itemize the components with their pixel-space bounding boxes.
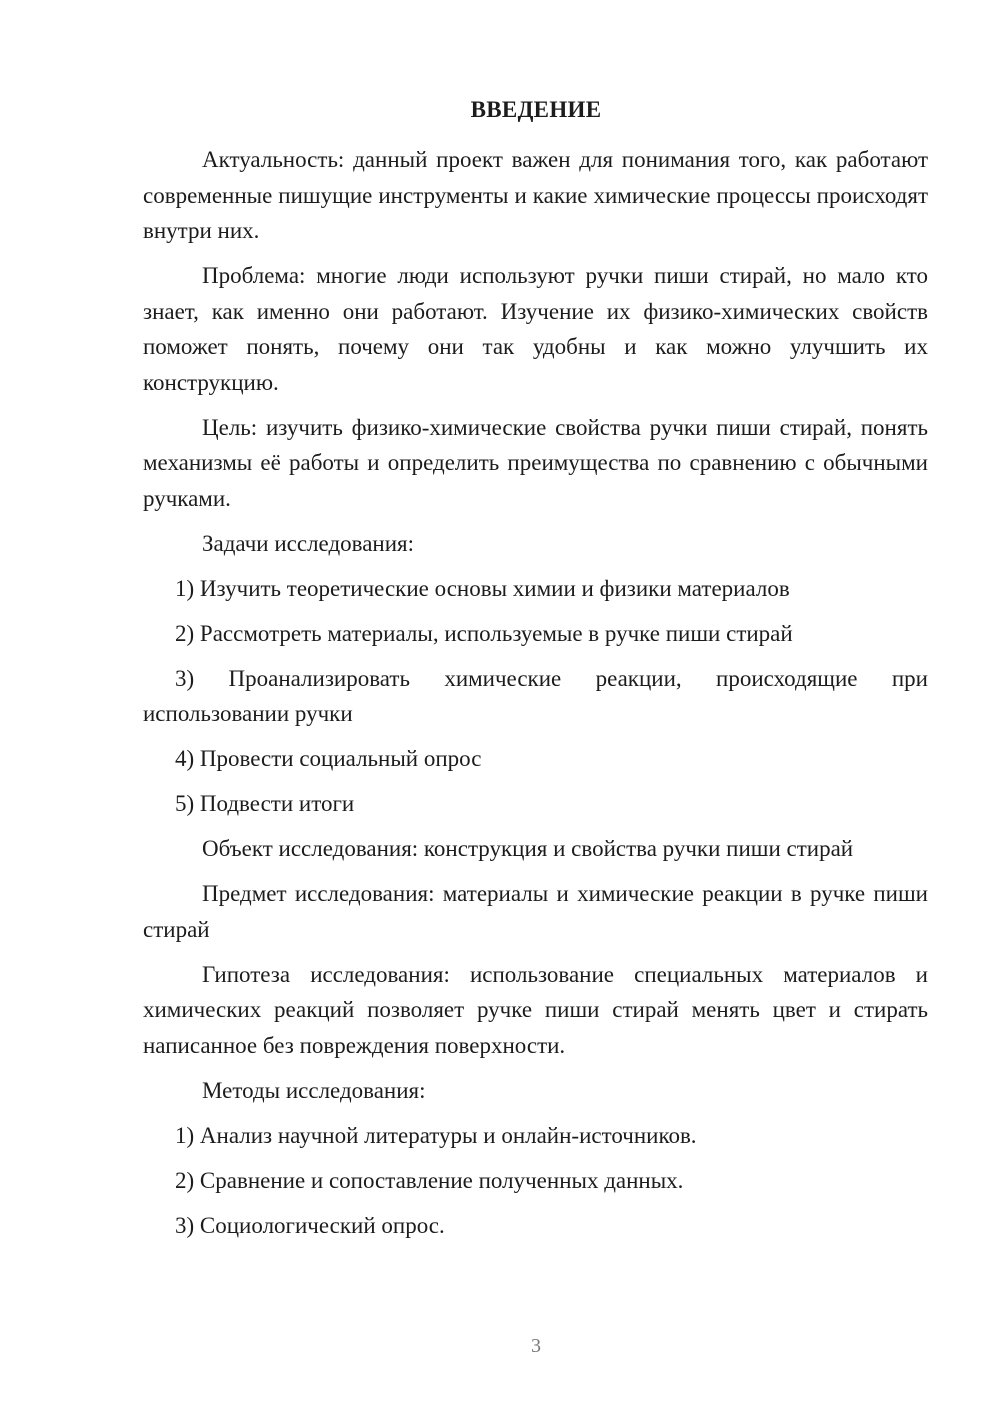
page-number: 3 <box>531 1335 541 1357</box>
method-item-2: 2) Сравнение и сопоставление полученных данных. <box>175 1167 684 1193</box>
paragraph-methods-title: Методы исследования: <box>202 1077 426 1103</box>
paragraph-relevance: Актуальность: данный проект важен для понимания того, как работают современные пишущие инструменты и какие химические процессы происходят внутри них. <box>143 147 928 243</box>
task-item-2: 2) Рассмотреть материалы, используемые в ручке пиши стирай <box>175 620 793 646</box>
paragraph-hypothesis: Гипотеза исследования: использование специальных материалов и химических реакций позволяет ручке пиши стирай менять цвет и стирать написанное без повреждения поверхности. <box>143 961 928 1058</box>
task-item-4: 4) Провести социальный опрос <box>175 746 482 771</box>
task-item-1: 1) Изучить теоретические основы химии и физики материалов <box>175 575 790 601</box>
paragraph-object: Объект исследования: конструкция и свойства ручки пиши стирай <box>202 836 854 861</box>
paragraph-problem: Проблема: многие люди используют ручки пиши стирай, но мало кто знает, как именно они работают. Изучение их физико-химических свойств поможет понять, почему они так удобны и как можно улучшить их конструкцию. <box>143 263 928 395</box>
task-item-5: 5) Подвести итоги <box>175 791 355 816</box>
paragraph-tasks-title: Задачи исследования: <box>202 530 415 556</box>
method-item-1: 1) Анализ научной литературы и онлайн-источников. <box>175 1122 697 1148</box>
paragraph-goal: Цель: изучить физико-химические свойства ручки пиши стирай, понять механизмы её работы и определить преимущества по сравнению с обычными ручками. <box>143 414 928 511</box>
paragraph-subject: Предмет исследования: материалы и химические реакции в ручке пиши стирай <box>143 881 928 942</box>
document-body <box>143 142 928 1253</box>
method-item-3: 3) Социологический опрос. <box>175 1212 445 1238</box>
task-item-3: 3) Проанализировать химические реакции, происходящие при использовании ручки <box>143 665 928 726</box>
page-heading: ВВЕДЕНИЕ <box>470 97 602 122</box>
